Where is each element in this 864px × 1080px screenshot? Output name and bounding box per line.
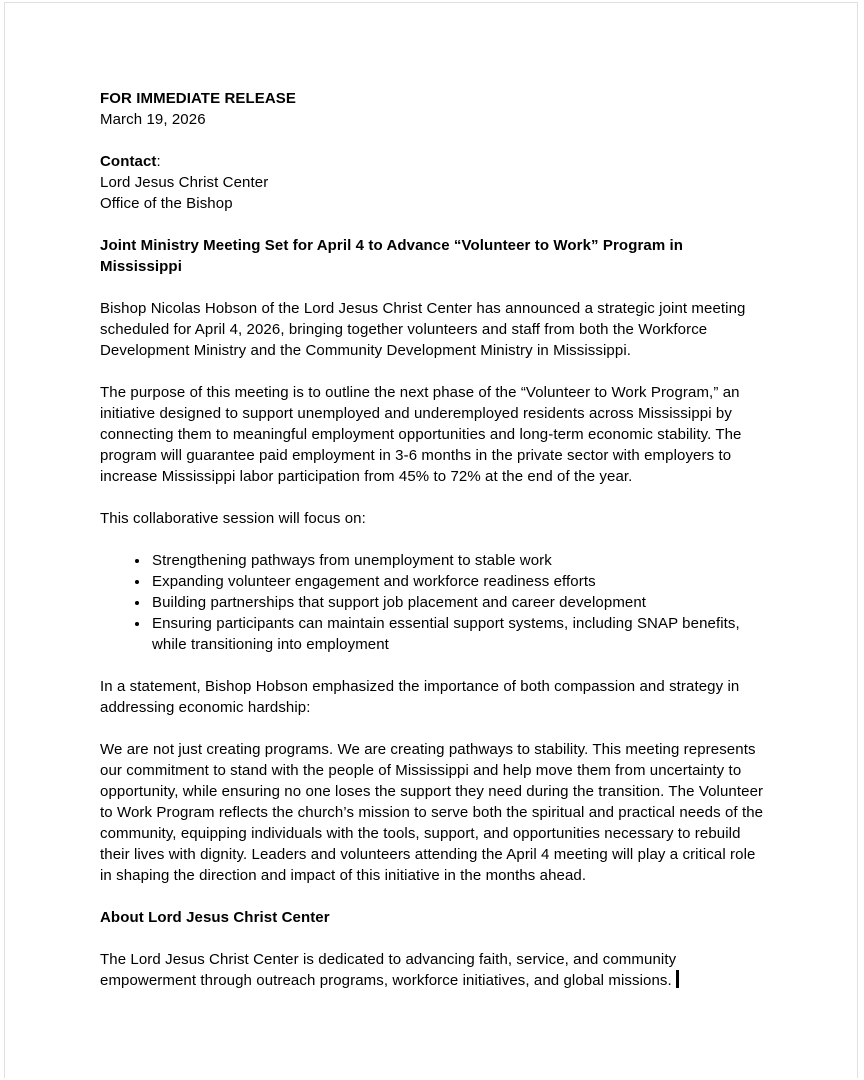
release-block <box>100 88 765 130</box>
paragraph-purpose[interactable]: The purpose of this meeting is to outline the next phase of the “Volunteer to Work Program,” an initiative designed to support unemployed and underemployed residents across Mississippi by connecting them to meaningful employment opportunities and long-term economic stability. The program will guarantee paid employment in 3-6 months in the private sector with employers to increase Mississippi labor participation from 45% to 72% at the end of the year. <box>100 384 742 485</box>
list-item[interactable]: • Expanding volunteer engagement and workforce readiness efforts <box>150 571 765 592</box>
quote-paragraph[interactable]: We are not just creating programs. We are creating pathways to stability. This meeting represents our commitment to stand with the people of Mississippi and help move them from uncertainty to opportunity, while ensuring no one loses the support they need during the transition. The Volunteer to Work Program reflects the church’s mission to serve both the spiritual and practical needs of the community, equipping individuals with the tools, support, and opportunities necessary to rebuild their lives with dignity. Leaders and volunteers attending the April 4 meeting will play a critical role in shaping the direction and impact of this initiative in the months ahead. <box>100 741 764 884</box>
contact-office[interactable]: Office of the Bishop <box>100 195 233 212</box>
contact-colon: : <box>156 153 161 170</box>
paragraph-announcement[interactable]: Bishop Nicolas Hobson of the Lord Jesus Christ Center has announced a strategic joint meeting scheduled for April 4, 2026, bringing together volunteers and staff from both the Workforce Development Ministry and the Community Development Ministry in Mississippi. <box>100 300 746 359</box>
focus-intro[interactable]: This collaborative session will focus on: <box>100 510 366 527</box>
contact-heading[interactable] <box>100 151 765 172</box>
document-page[interactable] <box>4 2 858 1078</box>
contact-organization[interactable]: Lord Jesus Christ Center <box>100 174 269 191</box>
focus-list <box>100 550 765 655</box>
release-label[interactable]: FOR IMMEDIATE RELEASE <box>100 90 296 107</box>
text-cursor <box>676 970 679 988</box>
contact-label: Contact <box>100 153 157 170</box>
release-date[interactable]: March 19, 2026 <box>100 111 206 128</box>
about-text: The Lord Jesus Christ Center is dedicated to advancing faith, service, and community empowerment through outreach programs, workforce initiatives, and global missions. <box>100 951 677 989</box>
document-body <box>100 88 765 991</box>
list-item[interactable]: • Strengthening pathways from unemployment to stable work <box>150 550 765 571</box>
statement-intro[interactable]: In a statement, Bishop Hobson emphasized the importance of both compassion and strategy in addressing economic hardship: <box>100 678 740 716</box>
about-paragraph[interactable] <box>100 949 765 991</box>
list-item[interactable]: • Ensuring participants can maintain essential support systems, including SNAP benefits, while transitioning into employment <box>150 613 765 655</box>
contact-block <box>100 151 765 214</box>
list-item[interactable]: • Building partnerships that support job placement and career development <box>150 592 765 613</box>
headline[interactable]: Joint Ministry Meeting Set for April 4 to Advance “Volunteer to Work” Program in Mississippi <box>100 237 684 275</box>
about-heading[interactable]: About Lord Jesus Christ Center <box>100 909 330 926</box>
